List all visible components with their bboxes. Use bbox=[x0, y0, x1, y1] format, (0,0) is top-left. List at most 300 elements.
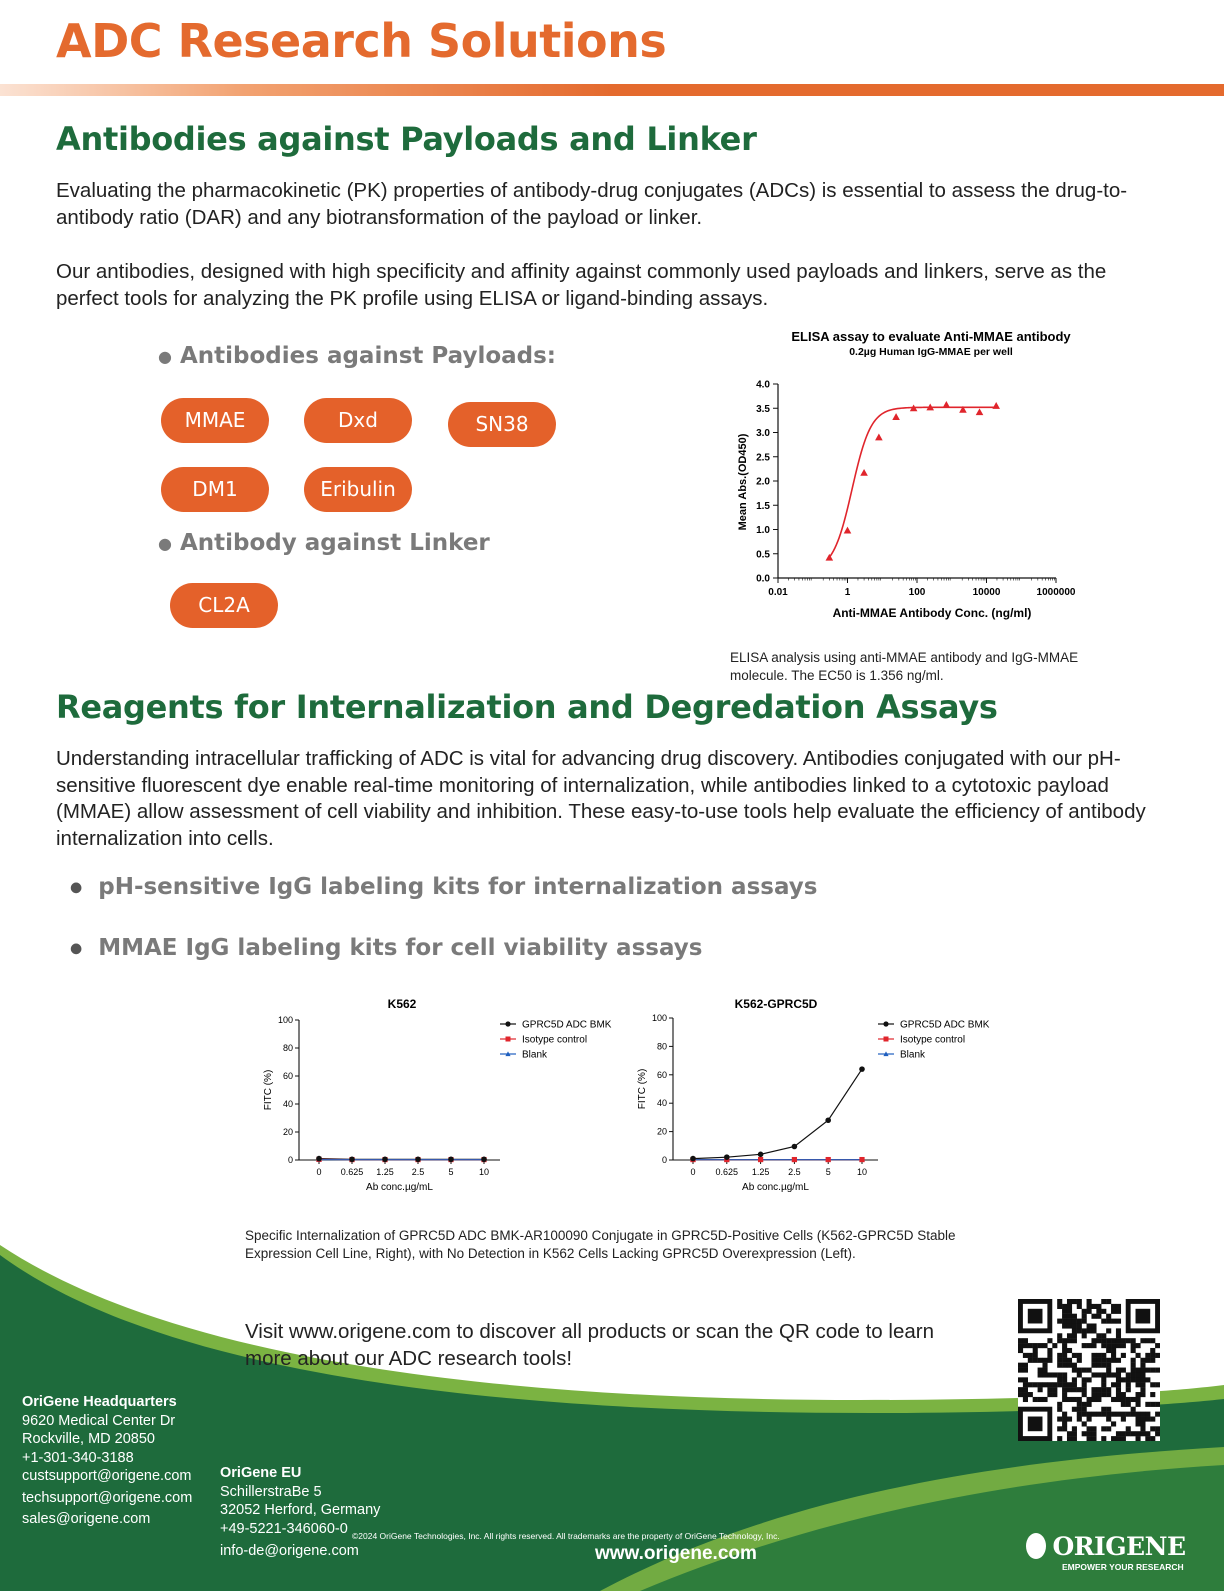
qr-module bbox=[1096, 1304, 1101, 1309]
qr-module bbox=[1047, 1348, 1052, 1353]
qr-module bbox=[1091, 1392, 1096, 1397]
elisa-data-point bbox=[875, 434, 883, 441]
qr-module bbox=[1136, 1392, 1141, 1397]
qr-module bbox=[1067, 1397, 1072, 1402]
qr-module bbox=[1023, 1343, 1028, 1348]
qr-module bbox=[1052, 1372, 1057, 1377]
qr-module bbox=[1062, 1348, 1067, 1353]
qr-module bbox=[1140, 1368, 1145, 1373]
qr-module bbox=[1145, 1338, 1150, 1343]
qr-module bbox=[1126, 1397, 1131, 1402]
qr-module bbox=[1018, 1387, 1023, 1392]
x-tick-label: 1.25 bbox=[376, 1167, 394, 1177]
qr-module bbox=[1033, 1353, 1038, 1358]
qr-module bbox=[1062, 1421, 1067, 1426]
series-point bbox=[758, 1152, 764, 1158]
qr-module bbox=[1101, 1412, 1106, 1417]
qr-module bbox=[1038, 1387, 1043, 1392]
qr-module bbox=[1126, 1372, 1131, 1377]
linker-pill-cl2a[interactable]: CL2A bbox=[170, 583, 278, 628]
qr-code[interactable] bbox=[1018, 1299, 1160, 1441]
qr-module bbox=[1140, 1358, 1145, 1363]
qr-module bbox=[1082, 1333, 1087, 1338]
x-tick-label: 2.5 bbox=[411, 1167, 425, 1177]
hq-email-custsupport[interactable]: custsupport@origene.com bbox=[22, 1468, 192, 1484]
qr-module bbox=[1106, 1358, 1111, 1363]
elisa-caption: ELISA analysis using anti-MMAE antibody and IgG-MMAE molecule. The EC50 is 1.356 ng/ml. bbox=[730, 650, 1079, 683]
elisa-x-tick-label: 1 bbox=[844, 587, 851, 598]
hq-title: OriGene Headquarters bbox=[22, 1394, 177, 1410]
eu-title: OriGene EU bbox=[220, 1465, 302, 1481]
intro-paragraph-1: Evaluating the pharmacokinetic (PK) properties of antibody-drug conjugates (ADCs) is essential to assess the drug-to-antibody ratio (DAR) and any biotransformation of the payload or linker. bbox=[56, 179, 1128, 229]
qr-module bbox=[1087, 1377, 1092, 1382]
qr-module bbox=[1023, 1353, 1028, 1358]
qr-module bbox=[1072, 1436, 1077, 1441]
chart-title: K562 bbox=[387, 997, 417, 1011]
legend-label: GPRC5D ADC BMK bbox=[900, 1019, 990, 1031]
qr-module bbox=[1126, 1377, 1131, 1382]
qr-module bbox=[1087, 1431, 1092, 1436]
qr-module bbox=[1111, 1343, 1116, 1348]
copyright: ©2024 OriGene Technologies, Inc. All rights reserved. All trademarks are the property of OriGene Technology, Inc. bbox=[352, 1531, 780, 1541]
qr-module bbox=[1057, 1372, 1062, 1377]
qr-module bbox=[1140, 1392, 1145, 1397]
elisa-chart bbox=[726, 322, 1126, 627]
qr-module bbox=[1072, 1397, 1077, 1402]
bullet-dot-icon: ● bbox=[158, 534, 172, 553]
qr-module bbox=[1106, 1412, 1111, 1417]
qr-module bbox=[1116, 1397, 1121, 1402]
qr-module bbox=[1091, 1323, 1096, 1328]
qr-module bbox=[1077, 1407, 1082, 1412]
qr-module bbox=[1033, 1348, 1038, 1353]
qr-module bbox=[1087, 1343, 1092, 1348]
qr-module bbox=[1106, 1417, 1111, 1422]
qr-module bbox=[1091, 1397, 1096, 1402]
x-tick-label: 0.625 bbox=[340, 1167, 364, 1177]
qr-module bbox=[1028, 1358, 1033, 1363]
qr-module bbox=[1150, 1402, 1155, 1407]
qr-module bbox=[1111, 1412, 1116, 1417]
qr-module bbox=[1140, 1338, 1145, 1343]
qr-module bbox=[1057, 1407, 1062, 1412]
qr-module bbox=[1101, 1353, 1106, 1358]
qr-module bbox=[1067, 1314, 1072, 1319]
qr-module bbox=[1062, 1304, 1067, 1309]
qr-module bbox=[1033, 1397, 1038, 1402]
qr-module bbox=[1038, 1382, 1043, 1387]
qr-module bbox=[1145, 1368, 1150, 1373]
x-tick-label: 10 bbox=[856, 1167, 868, 1177]
qr-module bbox=[1136, 1436, 1141, 1441]
qr-module bbox=[1101, 1382, 1106, 1387]
qr-module bbox=[1087, 1417, 1092, 1422]
qr-module bbox=[1062, 1358, 1067, 1363]
qr-module bbox=[1018, 1343, 1023, 1348]
origene-logo[interactable] bbox=[1026, 1532, 1186, 1572]
elisa-data-point bbox=[860, 469, 868, 476]
hq-email-techsupport[interactable]: techsupport@origene.com bbox=[22, 1489, 193, 1506]
qr-module bbox=[1062, 1382, 1067, 1387]
qr-module bbox=[1116, 1333, 1121, 1338]
qr-module bbox=[1091, 1372, 1096, 1377]
qr-module bbox=[1136, 1421, 1141, 1426]
qr-module bbox=[1116, 1368, 1121, 1373]
qr-module bbox=[1121, 1338, 1126, 1343]
qr-module bbox=[1087, 1304, 1092, 1309]
eu-address-2: 32052 Herford, Germany bbox=[220, 1502, 381, 1518]
qr-module bbox=[1131, 1348, 1136, 1353]
payload-pill-sn38[interactable]: SN38 bbox=[448, 402, 556, 447]
qr-module bbox=[1096, 1358, 1101, 1363]
chart-title: K562-GPRC5D bbox=[734, 997, 818, 1011]
qr-module bbox=[1067, 1309, 1072, 1314]
qr-module bbox=[1067, 1431, 1072, 1436]
qr-module bbox=[1057, 1377, 1062, 1382]
qr-module bbox=[1091, 1412, 1096, 1417]
qr-module bbox=[1077, 1417, 1082, 1422]
qr-module bbox=[1087, 1402, 1092, 1407]
qr-module bbox=[1106, 1363, 1111, 1368]
qr-module bbox=[1052, 1343, 1057, 1348]
qr-module bbox=[1150, 1382, 1155, 1387]
qr-module bbox=[1033, 1343, 1038, 1348]
qr-module bbox=[1082, 1314, 1087, 1319]
qr-module bbox=[1018, 1363, 1023, 1368]
qr-module bbox=[1150, 1348, 1155, 1353]
qr-finder-center bbox=[1028, 1309, 1043, 1324]
qr-module bbox=[1101, 1372, 1106, 1377]
qr-module bbox=[1096, 1333, 1101, 1338]
elisa-y-tick-label: 0.5 bbox=[756, 549, 770, 561]
series-point bbox=[724, 1154, 730, 1160]
qr-module bbox=[1131, 1412, 1136, 1417]
qr-module bbox=[1072, 1319, 1077, 1324]
origene-logo-icon bbox=[1026, 1533, 1046, 1559]
qr-module bbox=[1062, 1319, 1067, 1324]
qr-module bbox=[1140, 1431, 1145, 1436]
qr-module bbox=[1072, 1323, 1077, 1328]
qr-module bbox=[1072, 1431, 1077, 1436]
qr-module bbox=[1121, 1412, 1126, 1417]
qr-module bbox=[1057, 1417, 1062, 1422]
qr-module bbox=[1018, 1348, 1023, 1353]
bullet-ph-sensitive: ● pH-sensitive IgG labeling kits for internalization assays bbox=[70, 874, 818, 900]
qr-module bbox=[1062, 1309, 1067, 1314]
qr-finder-center bbox=[1136, 1309, 1151, 1324]
intro-paragraph-2: Our antibodies, designed with high specificity and affinity against commonly used payloads and linkers, serve as the perfect tools for analyzing the PK profile using ELISA or ligand-binding assays. bbox=[56, 260, 1107, 310]
qr-module bbox=[1136, 1382, 1141, 1387]
page-title: ADC Research Solutions bbox=[56, 14, 667, 68]
qr-module bbox=[1077, 1412, 1082, 1417]
qr-module bbox=[1067, 1436, 1072, 1441]
qr-module bbox=[1155, 1402, 1160, 1407]
qr-module bbox=[1106, 1343, 1111, 1348]
y-tick-label: 100 bbox=[277, 1015, 293, 1025]
qr-module bbox=[1038, 1343, 1043, 1348]
qr-module bbox=[1126, 1338, 1131, 1343]
qr-module bbox=[1023, 1338, 1028, 1343]
hq-address-2: Rockville, MD 20850 bbox=[22, 1431, 155, 1447]
qr-module bbox=[1111, 1319, 1116, 1324]
qr-module bbox=[1072, 1338, 1077, 1343]
y-tick-label: 20 bbox=[282, 1127, 293, 1137]
qr-module bbox=[1131, 1377, 1136, 1382]
qr-module bbox=[1131, 1343, 1136, 1348]
qr-module bbox=[1033, 1382, 1038, 1387]
qr-module bbox=[1057, 1436, 1062, 1441]
series-point bbox=[825, 1117, 831, 1123]
qr-module bbox=[1082, 1402, 1087, 1407]
qr-module bbox=[1096, 1397, 1101, 1402]
qr-module bbox=[1091, 1431, 1096, 1436]
origene-logo-tagline: EMPOWER YOUR RESEARCH bbox=[1062, 1562, 1184, 1572]
qr-module bbox=[1150, 1436, 1155, 1441]
qr-module bbox=[1111, 1397, 1116, 1402]
qr-module bbox=[1116, 1387, 1121, 1392]
y-tick-label: 0 bbox=[287, 1155, 293, 1165]
payload-pill-eribulin[interactable]: Eribulin bbox=[304, 467, 412, 512]
qr-module bbox=[1116, 1372, 1121, 1377]
series-point bbox=[415, 1157, 421, 1163]
payload-pill-mmae[interactable]: MMAE bbox=[161, 398, 269, 443]
qr-module bbox=[1096, 1412, 1101, 1417]
qr-module bbox=[1131, 1372, 1136, 1377]
qr-module bbox=[1121, 1402, 1126, 1407]
qr-module bbox=[1121, 1436, 1126, 1441]
qr-module bbox=[1087, 1368, 1092, 1373]
qr-module bbox=[1082, 1387, 1087, 1392]
qr-module bbox=[1072, 1377, 1077, 1382]
bullet-mmae-kits: ● MMAE IgG labeling kits for cell viability assays bbox=[70, 935, 703, 961]
qr-module bbox=[1111, 1421, 1116, 1426]
qr-module bbox=[1062, 1412, 1067, 1417]
qr-module bbox=[1042, 1363, 1047, 1368]
qr-module bbox=[1038, 1368, 1043, 1373]
qr-module bbox=[1023, 1397, 1028, 1402]
qr-module bbox=[1087, 1436, 1092, 1441]
qr-module bbox=[1116, 1304, 1121, 1309]
eu-block bbox=[220, 1464, 380, 1561]
qr-module bbox=[1077, 1368, 1082, 1373]
qr-module bbox=[1062, 1353, 1067, 1358]
y-tick-label: 80 bbox=[282, 1043, 293, 1053]
reagents-paragraph: Understanding intracellular trafficking of ADC is vital for advancing drug discovery. Antibodies conjugated with our pH-sensitive fluorescent dye enable real-time monitoring of internalization, while antibodies linked to a cytotoxic payload (MMAE) allow assessment of cell viability and inhibition. These easy-to-use tools help evaluate the efficiency of antibody internalization into cells. bbox=[56, 747, 1146, 850]
qr-module bbox=[1106, 1387, 1111, 1392]
qr-module bbox=[1126, 1402, 1131, 1407]
qr-module bbox=[1106, 1368, 1111, 1373]
qr-module bbox=[1140, 1372, 1145, 1377]
qr-module bbox=[1072, 1426, 1077, 1431]
y-tick-label: 100 bbox=[651, 1013, 667, 1023]
eu-address-1: SchillerstraBe 5 bbox=[220, 1483, 322, 1500]
qr-module bbox=[1140, 1363, 1145, 1368]
qr-module bbox=[1155, 1412, 1160, 1417]
qr-module bbox=[1062, 1314, 1067, 1319]
qr-module bbox=[1042, 1382, 1047, 1387]
qr-module bbox=[1121, 1343, 1126, 1348]
qr-module bbox=[1042, 1358, 1047, 1363]
qr-module bbox=[1091, 1328, 1096, 1333]
qr-module bbox=[1042, 1368, 1047, 1373]
qr-module bbox=[1126, 1382, 1131, 1387]
qr-module bbox=[1096, 1338, 1101, 1343]
qr-module bbox=[1057, 1358, 1062, 1363]
qr-module bbox=[1150, 1358, 1155, 1363]
qr-module bbox=[1101, 1319, 1106, 1324]
hq-block bbox=[22, 1393, 192, 1529]
qr-module bbox=[1136, 1402, 1141, 1407]
qr-module bbox=[1077, 1353, 1082, 1358]
qr-module bbox=[1082, 1392, 1087, 1397]
x-tick-label: 2.5 bbox=[788, 1167, 801, 1177]
qr-module bbox=[1077, 1299, 1082, 1304]
qr-module bbox=[1023, 1377, 1028, 1382]
qr-module bbox=[1136, 1377, 1141, 1382]
series-point bbox=[481, 1157, 487, 1163]
qr-module bbox=[1121, 1353, 1126, 1358]
legend-label: Blank bbox=[522, 1049, 548, 1061]
payload-pill-dm1[interactable]: DM1 bbox=[161, 467, 269, 512]
qr-module bbox=[1111, 1372, 1116, 1377]
qr-module bbox=[1082, 1368, 1087, 1373]
elisa-y-tick-label: 1.0 bbox=[756, 525, 770, 536]
qr-module bbox=[1140, 1377, 1145, 1382]
qr-module bbox=[1145, 1431, 1150, 1436]
qr-module bbox=[1150, 1368, 1155, 1373]
qr-module bbox=[1028, 1392, 1033, 1397]
x-axis-label: Ab conc.µg/mL bbox=[366, 1182, 433, 1193]
qr-module bbox=[1091, 1426, 1096, 1431]
qr-module bbox=[1140, 1412, 1145, 1417]
qr-module bbox=[1111, 1348, 1116, 1353]
qr-module bbox=[1101, 1426, 1106, 1431]
legend-marker bbox=[884, 1037, 889, 1042]
qr-module bbox=[1038, 1372, 1043, 1377]
qr-module bbox=[1111, 1309, 1116, 1314]
series-point bbox=[826, 1157, 831, 1162]
qr-module bbox=[1116, 1412, 1121, 1417]
qr-module bbox=[1145, 1417, 1150, 1422]
series-point bbox=[859, 1157, 864, 1162]
qr-module bbox=[1101, 1387, 1106, 1392]
legend-marker bbox=[505, 1021, 510, 1026]
legend-label: Blank bbox=[900, 1049, 926, 1061]
qr-module bbox=[1082, 1309, 1087, 1314]
qr-module bbox=[1106, 1338, 1111, 1343]
qr-module bbox=[1028, 1382, 1033, 1387]
series-point bbox=[792, 1157, 797, 1162]
qr-module bbox=[1155, 1353, 1160, 1358]
qr-finder-center bbox=[1028, 1417, 1043, 1432]
qr-module bbox=[1136, 1412, 1141, 1417]
footer-website-link[interactable]: www.origene.com bbox=[595, 1543, 757, 1564]
elisa-y-tick-label: 1.5 bbox=[756, 500, 770, 512]
qr-module bbox=[1062, 1338, 1067, 1343]
qr-module bbox=[1072, 1328, 1077, 1333]
qr-module bbox=[1057, 1363, 1062, 1368]
qr-module bbox=[1018, 1338, 1023, 1343]
qr-module bbox=[1077, 1304, 1082, 1309]
qr-module bbox=[1057, 1319, 1062, 1324]
qr-module bbox=[1072, 1333, 1077, 1338]
section-heading-antibodies: Antibodies against Payloads and Linker bbox=[56, 120, 757, 158]
series-point bbox=[792, 1144, 798, 1150]
qr-module bbox=[1150, 1353, 1155, 1358]
qr-module bbox=[1101, 1338, 1106, 1343]
elisa-data-point bbox=[992, 402, 1000, 409]
qr-module bbox=[1150, 1392, 1155, 1397]
qr-module bbox=[1106, 1328, 1111, 1333]
qr-module bbox=[1077, 1328, 1082, 1333]
qr-module bbox=[1082, 1407, 1087, 1412]
y-axis-label: FITC (%) bbox=[263, 1069, 274, 1111]
qr-module bbox=[1067, 1348, 1072, 1353]
qr-module bbox=[1145, 1412, 1150, 1417]
qr-module bbox=[1057, 1338, 1062, 1343]
legend-label: GPRC5D ADC BMK bbox=[522, 1019, 612, 1031]
qr-module bbox=[1067, 1304, 1072, 1309]
qr-module bbox=[1116, 1319, 1121, 1324]
elisa-x-tick-label: 100 bbox=[908, 587, 926, 598]
qr-module bbox=[1096, 1363, 1101, 1368]
elisa-x-tick-label: 0.01 bbox=[768, 587, 788, 598]
visit-text: Visit www.origene.com to discover all products or scan the QR code to learn more about our ADC research tools! bbox=[245, 1320, 934, 1370]
qr-module bbox=[1057, 1382, 1062, 1387]
hq-address-1: 9620 Medical Center Dr bbox=[22, 1412, 176, 1429]
qr-module bbox=[1062, 1392, 1067, 1397]
qr-module bbox=[1018, 1392, 1023, 1397]
qr-module bbox=[1150, 1426, 1155, 1431]
qr-module bbox=[1042, 1372, 1047, 1377]
qr-module bbox=[1106, 1348, 1111, 1353]
qr-module bbox=[1072, 1368, 1077, 1373]
qr-module bbox=[1082, 1319, 1087, 1324]
elisa-x-tick-label: 1000000 bbox=[1036, 587, 1076, 598]
series-point bbox=[349, 1157, 355, 1163]
elisa-y-label: Mean Abs.(OD450) bbox=[737, 433, 749, 531]
elisa-data-point bbox=[844, 527, 852, 534]
qr-module bbox=[1091, 1353, 1096, 1358]
qr-module bbox=[1116, 1358, 1121, 1363]
qr-module bbox=[1067, 1382, 1072, 1387]
qr-module bbox=[1072, 1353, 1077, 1358]
qr-module bbox=[1136, 1372, 1141, 1377]
qr-module bbox=[1155, 1343, 1160, 1348]
y-tick-label: 0 bbox=[661, 1155, 667, 1165]
qr-module bbox=[1111, 1353, 1116, 1358]
qr-module bbox=[1047, 1382, 1052, 1387]
qr-module bbox=[1121, 1392, 1126, 1397]
qr-module bbox=[1087, 1323, 1092, 1328]
qr-module bbox=[1091, 1304, 1096, 1309]
qr-module bbox=[1131, 1407, 1136, 1412]
y-tick-label: 60 bbox=[656, 1069, 667, 1080]
eu-email[interactable]: info-de@origene.com bbox=[220, 1543, 359, 1559]
qr-module bbox=[1101, 1309, 1106, 1314]
qr-module bbox=[1077, 1319, 1082, 1324]
hq-email-sales[interactable]: sales@origene.com bbox=[22, 1511, 151, 1527]
qr-module bbox=[1136, 1368, 1141, 1373]
qr-module bbox=[1067, 1323, 1072, 1328]
qr-module bbox=[1072, 1382, 1077, 1387]
qr-module bbox=[1082, 1382, 1087, 1387]
qr-module bbox=[1062, 1343, 1067, 1348]
qr-module bbox=[1082, 1343, 1087, 1348]
k562-gprc5d-chart bbox=[630, 994, 1010, 1194]
qr-module bbox=[1145, 1436, 1150, 1441]
payload-pill-dxd[interactable]: Dxd bbox=[304, 398, 412, 443]
